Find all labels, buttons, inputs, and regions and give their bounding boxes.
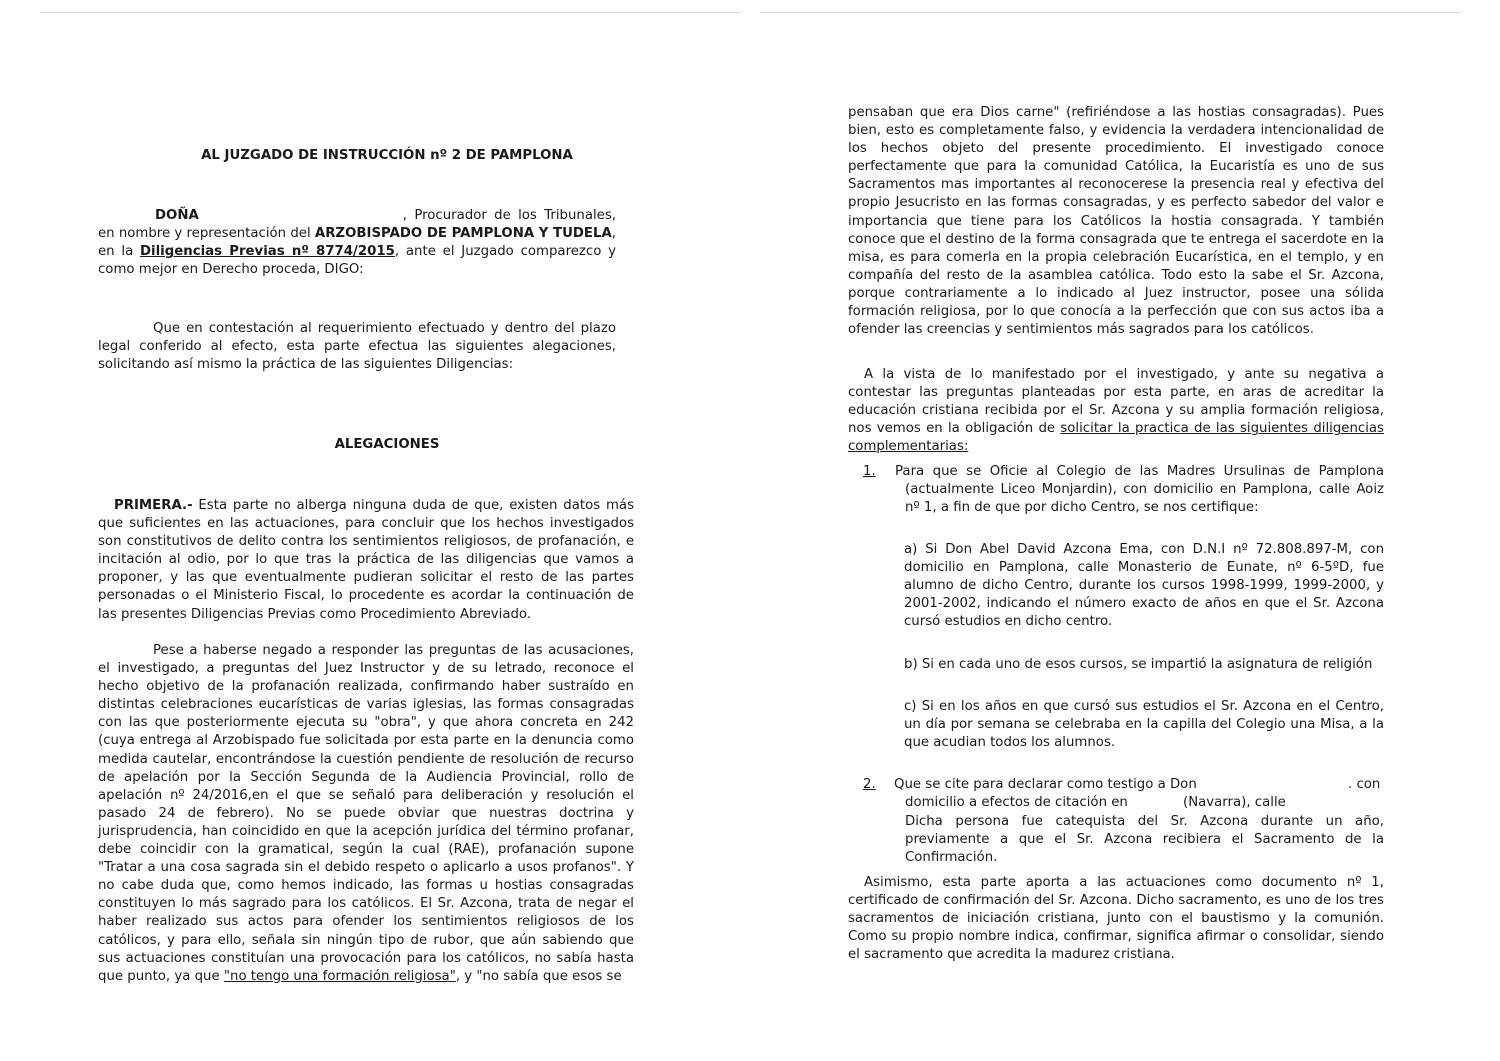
primera-text: Esta parte no alberga ninguna duda de que, existen datos más que suficientes en las actuaciones, para concluir que los hechos investigados son constitutivos de delito contra los sentimientos religiosos, de profanación, e incitación al odio, por lo que tras la práctica de las diligencias que vamos a proponer, y las que eventualmente pudieran solicitar el resto de las partes personadas o el Ministerio Fiscal, lo procedente es acordar la continuación de las presentes Diligencias Previas como Procedimiento Abreviado. xyxy=(98,498,634,622)
sub-item-a: a) Si Don Abel David Azcona Ema, con D.N.I nº 72.808.897-M, con domicilio en Pamplona, calle Monasterio de Eunate, nº 6-5ºD, fue alumno de dicho Centro, durante los cursos 1998-1999, 1999-2000, y 2001-2002, indicando el número exacto de años en que el Sr. Azcona cursó estudios en dicho centro. xyxy=(904,542,1384,630)
diligencias-reference: Diligencias Previas nº 8774/2015 xyxy=(140,244,395,260)
item-2-domicilio: domicilio a efectos de citación en xyxy=(905,795,1128,810)
intro-paragraph xyxy=(98,207,616,279)
pese-tail: , y "no sabía que esos se xyxy=(455,968,622,984)
vista-paragraph xyxy=(848,366,1384,456)
dona-label: DOÑA xyxy=(155,208,199,223)
item-2-line-1 xyxy=(894,776,1384,794)
pese-paragraph xyxy=(98,642,634,986)
alegaciones-heading: ALEGACIONES xyxy=(334,437,440,452)
intro-text-2: , en la xyxy=(98,226,616,260)
sub-item-c: c) Si en los años en que cursó sus estudios el Sr. Azcona en el Centro, un día por semana se celebraba en la capilla del Colegio una Misa, a la que acudian todos los alumnos. xyxy=(904,699,1384,751)
asimismo-paragraph: Asimismo, esta parte aporta a las actuaciones como documento nº 1, certificado de confirmación del Sr. Azcona. Dicho sacramento, es uno de los tres sacramentos de iniciación cristiana, junto con el baustismo y la comunión. Como su propio nombre indica, confirmar, significa afirmar o consolidar, siendo el sacramento que acredita la madurez cristiana. xyxy=(848,875,1384,963)
item-1-number: 1. xyxy=(863,464,876,479)
document-title: AL JUZGADO DE INSTRUCCIÓN nº 2 DE PAMPLONA xyxy=(201,148,573,163)
diligencias-request: solicitar la practica de las siguientes diligencias complementarias: xyxy=(848,421,1384,455)
item-1-text: Para que se Oficie al Colegio de las Madres Ursulinas de Pamplona (actualmente Liceo Monjardin), con domicilio en Pamplona, calle Aoiz nº 1, a fin de que por dicho Centro, se nos certifique: xyxy=(895,464,1384,516)
item-2-text-a: Que se cite para declarar como testigo a Don xyxy=(894,777,1197,792)
contestacion-paragraph: Que en contestación al requerimiento efectuado y dentro del plazo legal conferido al efecto, esta parte efectua las siguientes alegaciones, solicitando así mismo la práctica de las siguientes Diligencias: xyxy=(98,321,616,373)
continuation-paragraph: pensaban que era Dios carne" (refiriéndose a las hostias consagradas). Pues bien, esto es completamente falso, y evidencia la verdadera intencionalidad de los hechos objeto del presente procedimiento. El investigado conoce perfectamente que para la comunidad Católica, la Eucaristía es uno de sus Sacramentos mas importantes al reconocerese la presencia real y efectiva del propio Jesucristo en las formas consagradas, y es perfecto sabedor del valor e importancia que tiene para los Católicos la hostia consagrada. Y también conoce que el destino de la forma consagrada que te entrega el sacerdote en la misa, es para comerla en la propia celebración Eucarística, en el templo, y en compañía del resto de la asamblea católica. Todo esto la sabe el Sr. Azcona, porque contrariamente a lo indicado al Juez instructor, posee una sólida formación religiosa, por lo que conocía a la perfección que con sus actos iba a ofender las creencias y sentimientos más sagrados para los católicos. xyxy=(848,105,1384,338)
item-2-navarra: (Navarra), calle xyxy=(1183,795,1286,810)
organization-name: ARZOBISPADO DE PAMPLONA Y TUDELA xyxy=(314,226,612,242)
primera-paragraph xyxy=(98,497,634,624)
item-2-line-2 xyxy=(905,794,1384,812)
quote-formacion: "no tengo una formación religiosa" xyxy=(223,968,456,984)
intro-text-3: , ante el Juzgado comparezco y como mejor en Derecho proceda, DIGO: xyxy=(98,244,616,278)
item-2-text-b: . con xyxy=(1348,777,1381,792)
right-page xyxy=(750,0,1500,1061)
primera-label: PRIMERA.- xyxy=(114,498,193,513)
intro-text-1: , Procurador de los Tribunales, en nombre y representación del xyxy=(98,208,616,242)
vista-text: A la vista de lo manifestado por el investigado, y ante su negativa a contestar las preguntas planteadas por esta parte, en aras de acreditar la educación cristiana recibida por el Sr. Azcona y su amplia formación religiosa, nos vemos en la obligación de xyxy=(848,367,1384,437)
sub-item-b: b) Si en cada uno de esos cursos, se impartió la asignatura de religión xyxy=(904,657,1373,672)
pese-text: Pese a haberse negado a responder las preguntas de las acusaciones, el investigado, a preguntas del Juez Instructor y de su letrado, reconoce el hecho objetivo de la profanación realizada, confirmando haber sustraído en distintas celebraciones eucarísticas de varias iglesias, las formas consagradas con las que posteriormente ejecuta su "obra", y que ahora concreta en 242 (cuya entrega al Arzobispado fue solicitada por esta parte en la denuncia como medida cautelar, encontrándose la cuestión pendiente de resolución de recurso de apelación por la Sección Segunda de la Audiencia Provincial, rollo de apelación nº 24/2016,en el que se señaló para deliberación y resolución el pasado 24 de febrero). No se puede obviar que nuestras doctrina y jurisprudencia, han coincidido en que la acepción jurídica del término profanar, debe coincidir con la gramatical, según la cual (RAE), profanación supone "Tratar a una cosa sagrada sin el debido respeto o aplicarlo a usos profanos". Y no cabe duda que, como hemos indicado, las formas u hostias consagradas constituyen lo más sagrado para los católicos. El Sr. Azcona, trata de negar el haber realizado sus actos para ofender los sentimientos religiosos de los católicos, y para ello, señala sin ningún tipo de rubor, que aún sabiendo que sus actuaciones constituían una provocación para los católicos, no sabía hasta que punto, ya que xyxy=(98,643,634,984)
item-2-rest: Dicha persona fue catequista del Sr. Azcona durante un año, previamente a que el Sr. Azcona recibiera el Sacramento de la Confirmación. xyxy=(905,814,1384,866)
item-2-number: 2. xyxy=(863,777,876,792)
